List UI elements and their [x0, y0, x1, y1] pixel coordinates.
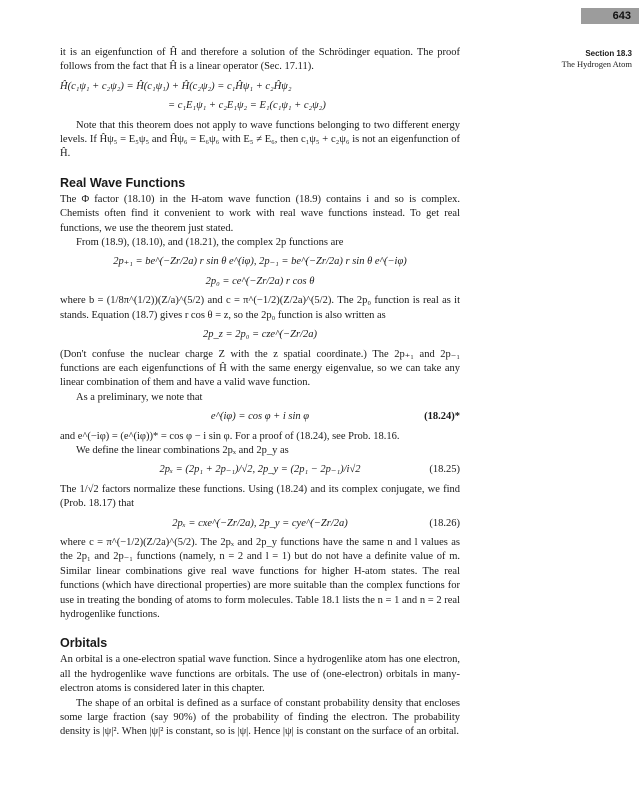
- running-header: [512, 49, 632, 69]
- paragraph-b-c-def: where b = (1/8π^(1/2))(Z/a)^(5/2) and c = π^(−1/2)(Z/2a)^(5/2). The 2p₀ function is real as it stands. Equation (18.7) gives r cos θ = z, so the 2p₀ function is also written as: [60, 295, 460, 321]
- paragraph-define-combos: We define the linear combinations 2pₓ and 2p_y as: [76, 444, 289, 456]
- equation-combos-row: [60, 463, 460, 477]
- paragraph-nuclear-charge: (Don't confuse the nuclear charge Z with the z spatial coordinate.) The 2p₊₁ and 2p₋₁ functions are each eigenfunctions of Ĥ with the same energy eigenvalue, so we can take any linear combination of them and have a valid wave function.: [60, 348, 460, 389]
- equation-2pz: 2p_z = 2p₀ = cze^(−Zr/2a): [203, 329, 317, 341]
- paragraph-real-intro: The Φ factor (18.10) in the H-atom wave function (18.9) contains i and so is complex. Chemists often find it convenient to work with real wave functions instead. To get real functions, we use the theorem just stated.: [60, 193, 460, 234]
- page-body: [60, 46, 460, 740]
- section-topic: The Hydrogen Atom: [561, 59, 632, 69]
- equation-2p-pm1: 2p₊₁ = be^(−Zr/2a) r sin θ e^(iφ), 2p₋₁ = be^(−Zr/2a) r sin θ e^(−iφ): [113, 256, 407, 268]
- equation-2p0: 2p₀ = ce^(−Zr/2a) r cos θ: [205, 275, 315, 287]
- equation-number-18-25: (18.25): [429, 464, 460, 476]
- equation-linear-operator: Ĥ(c₁ψ₁ + c₂ψ₂) = Ĥ(c₁ψ₁) + Ĥ(c₂ψ₂) = c₁Ĥψ₁ + c₂Ĥψ₂: [60, 80, 292, 92]
- paragraph-theorem-note: Note that this theorem does not apply to wave functions belonging to two different energy levels. If Ĥψ₅ = E₅ψ₅ and Ĥψ₆ = E₆ψ₆ with E₅ ≠ E₆, then c₁ψ₅ + c₂ψ₆ is not an eigenfunction of Ĥ.: [60, 119, 460, 160]
- paragraph-orbital-def: An orbital is a one-electron spatial wave function. Since a hydrogenlike atom has one electron, all the hydrogenlike wave functions are orbitals. The use of (one-electron) orbitals in many-electron atoms is considered later in this chapter.: [60, 654, 460, 695]
- paragraph-eigenfunction: it is an eigenfunction of Ĥ and therefore a solution of the Schrödinger equation. The proof follows from the fact that Ĥ is a linear operator (Sec. 17.11).: [60, 47, 460, 73]
- equation-real-2p: 2pₓ = cxe^(−Zr/2a), 2p_y = cye^(−Zr/2a): [172, 517, 348, 529]
- equation-linear-operator-cont: = c₁E₁ψ₁ + c₂E₁ψ₂ = E₁(c₁ψ₁ + c₂ψ₂): [168, 100, 326, 112]
- equation-euler: e^(iφ) = cos φ + i sin φ: [210, 411, 310, 423]
- paragraph-preliminary: As a preliminary, we note that: [76, 391, 203, 403]
- equation-real-2p-row: [60, 517, 460, 531]
- equation-combos: 2pₓ = (2p₁ + 2p₋₁)/√2, 2p_y = (2p₁ − 2p₋₁)/i√2: [159, 464, 361, 476]
- heading-orbitals: Orbitals: [60, 636, 108, 651]
- section-label: Section 18.3: [585, 49, 632, 58]
- page-number: 643: [581, 8, 639, 24]
- paragraph-orbital-shape: The shape of an orbital is defined as a surface of constant probability density that encloses some large fraction (say 90%) of the probability of finding the electron. The probability density is |ψ|². When |ψ|² is constant, so is |ψ|. Hence |ψ| is constant on the surface of an orbital.: [60, 697, 460, 738]
- paragraph-complex-2p: From (18.9), (18.10), and (18.21), the complex 2p functions are: [76, 237, 344, 249]
- paragraph-real-functions: where c = π^(−1/2)(Z/2a)^(5/2). The 2pₓ and 2p_y functions have the same n and l values as the 2p₁ and 2p₋₁ functions (namely, n = 2 and l = 1) but do not have a definite value of m. Similar linear combinations give real wave functions for higher H-atom states. The real functions (which have directional properties) are more suitable than the complex functions for use in treating the bonding of atoms to form molecules. Table 18.1 lists the n = 1 and n = 2 real hydrogenlike functions.: [60, 536, 460, 620]
- equation-number-18-24: (18.24)*: [424, 411, 460, 423]
- heading-real-wave-functions: Real Wave Functions: [60, 175, 186, 190]
- paragraph-normalize: The 1/√2 factors normalize these functions. Using (18.24) and its complex conjugate, we find (Prob. 18.17) that: [60, 483, 460, 510]
- equation-number-18-26: (18.26): [429, 517, 460, 529]
- equation-euler-row: [60, 410, 460, 424]
- paragraph-conjugate: and e^(−iφ) = (e^(iφ))* = cos φ − i sin φ. For a proof of (18.24), see Prob. 18.16.: [60, 430, 400, 442]
